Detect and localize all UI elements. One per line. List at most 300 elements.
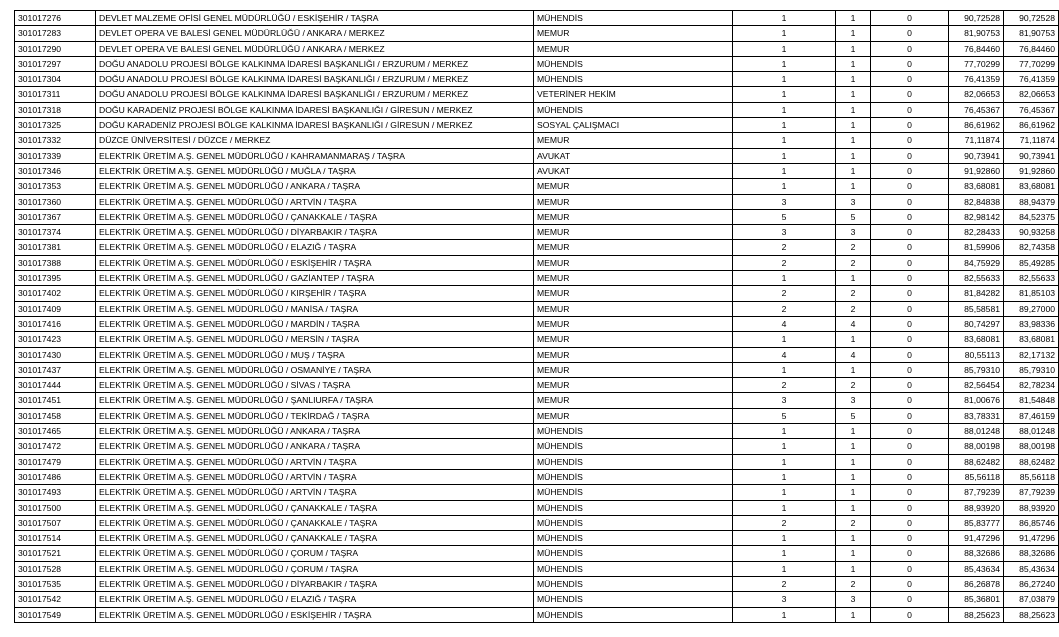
min-score-cell: 90,73941 (949, 148, 1004, 163)
max-score-cell: 83,68081 (1004, 332, 1059, 347)
min-score-cell: 86,61962 (949, 118, 1004, 133)
vacant-cell: 0 (871, 592, 949, 607)
table-row (15, 56, 1059, 71)
institution-cell: ELEKTRİK ÜRETİM A.Ş. GENEL MÜDÜRLÜĞÜ / ÇANAKKALE / TAŞRA (96, 209, 534, 224)
position-code-cell: 301017388 (15, 255, 96, 270)
institution-cell: ELEKTRİK ÜRETİM A.Ş. GENEL MÜDÜRLÜĞÜ / ELAZIĞ / TAŞRA (96, 592, 534, 607)
min-score-cell: 76,41359 (949, 72, 1004, 87)
institution-cell: ELEKTRİK ÜRETİM A.Ş. GENEL MÜDÜRLÜĞÜ / MERSİN / TAŞRA (96, 332, 534, 347)
table-row (15, 148, 1059, 163)
table-row (15, 531, 1059, 546)
position-code-cell: 301017353 (15, 179, 96, 194)
title-cell: MEMUR (534, 41, 733, 56)
title-cell: MÜHENDİS (534, 592, 733, 607)
quota-cell: 1 (733, 500, 836, 515)
title-cell: MEMUR (534, 26, 733, 41)
title-cell: MEMUR (534, 332, 733, 347)
position-code-cell: 301017381 (15, 240, 96, 255)
position-code-cell: 301017409 (15, 301, 96, 316)
title-cell: MÜHENDİS (534, 102, 733, 117)
position-code-cell: 301017514 (15, 531, 96, 546)
min-score-cell: 76,84460 (949, 41, 1004, 56)
max-score-cell: 88,25623 (1004, 607, 1059, 622)
position-code-cell: 301017297 (15, 56, 96, 71)
vacant-cell: 0 (871, 378, 949, 393)
min-score-cell: 77,70299 (949, 56, 1004, 71)
institution-cell: ELEKTRİK ÜRETİM A.Ş. GENEL MÜDÜRLÜĞÜ / ANKARA / TAŞRA (96, 439, 534, 454)
max-score-cell: 88,00198 (1004, 439, 1059, 454)
institution-cell: ELEKTRİK ÜRETİM A.Ş. GENEL MÜDÜRLÜĞÜ / SİVAS / TAŞRA (96, 378, 534, 393)
vacant-cell: 0 (871, 209, 949, 224)
vacant-cell: 0 (871, 118, 949, 133)
institution-cell: ELEKTRİK ÜRETİM A.Ş. GENEL MÜDÜRLÜĞÜ / ARTVİN / TAŞRA (96, 454, 534, 469)
vacant-cell: 0 (871, 179, 949, 194)
title-cell: MÜHENDİS (534, 561, 733, 576)
position-code-cell: 301017493 (15, 485, 96, 500)
institution-cell: ELEKTRİK ÜRETİM A.Ş. GENEL MÜDÜRLÜĞÜ / ÇANAKKALE / TAŞRA (96, 500, 534, 515)
position-code-cell: 301017360 (15, 194, 96, 209)
position-code-cell: 301017542 (15, 592, 96, 607)
max-score-cell: 87,03879 (1004, 592, 1059, 607)
position-code-cell: 301017535 (15, 576, 96, 591)
max-score-cell: 71,11874 (1004, 133, 1059, 148)
position-code-cell: 301017528 (15, 561, 96, 576)
placed-cell: 1 (836, 72, 871, 87)
title-cell: MÜHENDİS (534, 72, 733, 87)
table-row (15, 408, 1059, 423)
min-score-cell: 80,55113 (949, 347, 1004, 362)
position-code-cell: 301017472 (15, 439, 96, 454)
institution-cell: ELEKTRİK ÜRETİM A.Ş. GENEL MÜDÜRLÜĞÜ / ARTVİN / TAŞRA (96, 485, 534, 500)
institution-cell: ELEKTRİK ÜRETİM A.Ş. GENEL MÜDÜRLÜĞÜ / ESKİŞEHİR / TAŞRA (96, 607, 534, 622)
institution-cell: ELEKTRİK ÜRETİM A.Ş. GENEL MÜDÜRLÜĞÜ / ÇANAKKALE / TAŞRA (96, 515, 534, 530)
position-code-cell: 301017486 (15, 469, 96, 484)
max-score-cell: 76,45367 (1004, 102, 1059, 117)
table-row (15, 11, 1059, 26)
title-cell: MEMUR (534, 209, 733, 224)
min-score-cell: 85,36801 (949, 592, 1004, 607)
institution-cell: DEVLET MALZEME OFİSİ GENEL MÜDÜRLÜĞÜ / ESKİŞEHİR / TAŞRA (96, 11, 534, 26)
institution-cell: ELEKTRİK ÜRETİM A.Ş. GENEL MÜDÜRLÜĞÜ / DİYARBAKIR / TAŞRA (96, 225, 534, 240)
institution-cell: ELEKTRİK ÜRETİM A.Ş. GENEL MÜDÜRLÜĞÜ / ÇORUM / TAŞRA (96, 561, 534, 576)
placed-cell: 3 (836, 592, 871, 607)
min-score-cell: 85,56118 (949, 469, 1004, 484)
table-row (15, 347, 1059, 362)
quota-cell: 1 (733, 11, 836, 26)
max-score-cell: 85,56118 (1004, 469, 1059, 484)
max-score-cell: 87,79239 (1004, 485, 1059, 500)
max-score-cell: 88,62482 (1004, 454, 1059, 469)
vacant-cell: 0 (871, 515, 949, 530)
min-score-cell: 82,06653 (949, 87, 1004, 102)
vacant-cell: 0 (871, 362, 949, 377)
title-cell: MÜHENDİS (534, 546, 733, 561)
vacant-cell: 0 (871, 255, 949, 270)
vacant-cell: 0 (871, 271, 949, 286)
min-score-cell: 83,78331 (949, 408, 1004, 423)
institution-cell: ELEKTRİK ÜRETİM A.Ş. GENEL MÜDÜRLÜĞÜ / ARTVİN / TAŞRA (96, 469, 534, 484)
title-cell: MÜHENDİS (534, 439, 733, 454)
quota-cell: 1 (733, 102, 836, 117)
max-score-cell: 81,90753 (1004, 26, 1059, 41)
max-score-cell: 86,27240 (1004, 576, 1059, 591)
vacant-cell: 0 (871, 102, 949, 117)
institution-cell: DOĞU KARADENİZ PROJESİ BÖLGE KALKINMA İDARESİ BAŞKANLIĞI / GİRESUN / MERKEZ (96, 118, 534, 133)
institution-cell: ELEKTRİK ÜRETİM A.Ş. GENEL MÜDÜRLÜĞÜ / DİYARBAKIR / TAŞRA (96, 576, 534, 591)
position-code-cell: 301017451 (15, 393, 96, 408)
title-cell: MEMUR (534, 194, 733, 209)
placed-cell: 1 (836, 11, 871, 26)
max-score-cell: 90,93258 (1004, 225, 1059, 240)
max-score-cell: 76,41359 (1004, 72, 1059, 87)
placed-cell: 1 (836, 439, 871, 454)
quota-cell: 1 (733, 179, 836, 194)
min-score-cell: 83,68081 (949, 332, 1004, 347)
table-row (15, 546, 1059, 561)
max-score-cell: 91,47296 (1004, 531, 1059, 546)
max-score-cell: 82,78234 (1004, 378, 1059, 393)
quota-cell: 2 (733, 255, 836, 270)
max-score-cell: 81,54848 (1004, 393, 1059, 408)
min-score-cell: 90,72528 (949, 11, 1004, 26)
placed-cell: 1 (836, 561, 871, 576)
title-cell: VETERİNER HEKİM (534, 87, 733, 102)
min-score-cell: 82,56454 (949, 378, 1004, 393)
position-code-cell: 301017521 (15, 546, 96, 561)
min-score-cell: 88,00198 (949, 439, 1004, 454)
max-score-cell: 88,01248 (1004, 424, 1059, 439)
position-code-cell: 301017479 (15, 454, 96, 469)
vacant-cell: 0 (871, 41, 949, 56)
institution-cell: ELEKTRİK ÜRETİM A.Ş. GENEL MÜDÜRLÜĞÜ / ARTVİN / TAŞRA (96, 194, 534, 209)
min-score-cell: 85,43634 (949, 561, 1004, 576)
quota-cell: 1 (733, 531, 836, 546)
institution-cell: ELEKTRİK ÜRETİM A.Ş. GENEL MÜDÜRLÜĞÜ / MUĞLA / TAŞRA (96, 163, 534, 178)
institution-cell: ELEKTRİK ÜRETİM A.Ş. GENEL MÜDÜRLÜĞÜ / GAZİANTEP / TAŞRA (96, 271, 534, 286)
placed-cell: 1 (836, 546, 871, 561)
vacant-cell: 0 (871, 316, 949, 331)
institution-cell: ELEKTRİK ÜRETİM A.Ş. GENEL MÜDÜRLÜĞÜ / ÇANAKKALE / TAŞRA (96, 531, 534, 546)
vacant-cell: 0 (871, 531, 949, 546)
institution-cell: ELEKTRİK ÜRETİM A.Ş. GENEL MÜDÜRLÜĞÜ / MUŞ / TAŞRA (96, 347, 534, 362)
max-score-cell: 76,84460 (1004, 41, 1059, 56)
table-row (15, 240, 1059, 255)
title-cell: MÜHENDİS (534, 424, 733, 439)
table-row (15, 118, 1059, 133)
placed-cell: 1 (836, 362, 871, 377)
vacant-cell: 0 (871, 87, 949, 102)
position-code-cell: 301017465 (15, 424, 96, 439)
vacant-cell: 0 (871, 439, 949, 454)
institution-cell: ELEKTRİK ÜRETİM A.Ş. GENEL MÜDÜRLÜĞÜ / MARDİN / TAŞRA (96, 316, 534, 331)
max-score-cell: 82,06653 (1004, 87, 1059, 102)
placement-results-table (14, 10, 1059, 623)
vacant-cell: 0 (871, 424, 949, 439)
table-row (15, 316, 1059, 331)
min-score-cell: 81,59906 (949, 240, 1004, 255)
table-row (15, 255, 1059, 270)
table-row (15, 332, 1059, 347)
vacant-cell: 0 (871, 163, 949, 178)
title-cell: MEMUR (534, 286, 733, 301)
max-score-cell: 88,32686 (1004, 546, 1059, 561)
min-score-cell: 80,74297 (949, 316, 1004, 331)
table-row (15, 500, 1059, 515)
quota-cell: 3 (733, 225, 836, 240)
vacant-cell: 0 (871, 133, 949, 148)
position-code-cell: 301017318 (15, 102, 96, 117)
quota-cell: 2 (733, 576, 836, 591)
max-score-cell: 81,85103 (1004, 286, 1059, 301)
vacant-cell: 0 (871, 194, 949, 209)
min-score-cell: 83,68081 (949, 179, 1004, 194)
title-cell: MÜHENDİS (534, 607, 733, 622)
min-score-cell: 88,01248 (949, 424, 1004, 439)
table-row (15, 225, 1059, 240)
vacant-cell: 0 (871, 500, 949, 515)
min-score-cell: 85,58581 (949, 301, 1004, 316)
max-score-cell: 90,73941 (1004, 148, 1059, 163)
max-score-cell: 91,92860 (1004, 163, 1059, 178)
institution-cell: ELEKTRİK ÜRETİM A.Ş. GENEL MÜDÜRLÜĞÜ / KAHRAMANMARAŞ / TAŞRA (96, 148, 534, 163)
position-code-cell: 301017346 (15, 163, 96, 178)
placed-cell: 3 (836, 194, 871, 209)
placed-cell: 1 (836, 26, 871, 41)
title-cell: MÜHENDİS (534, 56, 733, 71)
title-cell: MEMUR (534, 271, 733, 286)
quota-cell: 2 (733, 240, 836, 255)
quota-cell: 1 (733, 439, 836, 454)
max-score-cell: 90,72528 (1004, 11, 1059, 26)
table-row (15, 179, 1059, 194)
institution-cell: ELEKTRİK ÜRETİM A.Ş. GENEL MÜDÜRLÜĞÜ / TEKİRDAĞ / TAŞRA (96, 408, 534, 423)
position-code-cell: 301017276 (15, 11, 96, 26)
quota-cell: 1 (733, 607, 836, 622)
quota-cell: 4 (733, 347, 836, 362)
institution-cell: DOĞU ANADOLU PROJESİ BÖLGE KALKINMA İDARESİ BAŞKANLIĞI / ERZURUM / MERKEZ (96, 56, 534, 71)
placed-cell: 3 (836, 225, 871, 240)
quota-cell: 5 (733, 408, 836, 423)
min-score-cell: 81,90753 (949, 26, 1004, 41)
title-cell: MÜHENDİS (534, 469, 733, 484)
vacant-cell: 0 (871, 301, 949, 316)
title-cell: MÜHENDİS (534, 531, 733, 546)
quota-cell: 4 (733, 316, 836, 331)
placed-cell: 1 (836, 469, 871, 484)
quota-cell: 1 (733, 163, 836, 178)
vacant-cell: 0 (871, 576, 949, 591)
vacant-cell: 0 (871, 347, 949, 362)
min-score-cell: 88,25623 (949, 607, 1004, 622)
title-cell: MEMUR (534, 408, 733, 423)
title-cell: MÜHENDİS (534, 500, 733, 515)
institution-cell: DOĞU KARADENİZ PROJESİ BÖLGE KALKINMA İDARESİ BAŞKANLIĞI / GİRESUN / MERKEZ (96, 102, 534, 117)
min-score-cell: 82,98142 (949, 209, 1004, 224)
max-score-cell: 85,43634 (1004, 561, 1059, 576)
max-score-cell: 89,27000 (1004, 301, 1059, 316)
min-score-cell: 87,79239 (949, 485, 1004, 500)
quota-cell: 1 (733, 72, 836, 87)
position-code-cell: 301017458 (15, 408, 96, 423)
title-cell: MEMUR (534, 225, 733, 240)
placed-cell: 1 (836, 271, 871, 286)
position-code-cell: 301017374 (15, 225, 96, 240)
quota-cell: 1 (733, 56, 836, 71)
vacant-cell: 0 (871, 485, 949, 500)
placed-cell: 1 (836, 531, 871, 546)
title-cell: MEMUR (534, 378, 733, 393)
quota-cell: 1 (733, 26, 836, 41)
table-row (15, 26, 1059, 41)
min-score-cell: 71,11874 (949, 133, 1004, 148)
title-cell: SOSYAL ÇALIŞMACI (534, 118, 733, 133)
max-score-cell: 86,85746 (1004, 515, 1059, 530)
position-code-cell: 301017325 (15, 118, 96, 133)
title-cell: MÜHENDİS (534, 454, 733, 469)
institution-cell: DEVLET OPERA VE BALESİ GENEL MÜDÜRLÜĞÜ / ANKARA / MERKEZ (96, 41, 534, 56)
table-row (15, 561, 1059, 576)
placed-cell: 1 (836, 500, 871, 515)
max-score-cell: 77,70299 (1004, 56, 1059, 71)
placed-cell: 1 (836, 148, 871, 163)
table-row (15, 301, 1059, 316)
table-row (15, 209, 1059, 224)
institution-cell: ELEKTRİK ÜRETİM A.Ş. GENEL MÜDÜRLÜĞÜ / ELAZIĞ / TAŞRA (96, 240, 534, 255)
position-code-cell: 301017416 (15, 316, 96, 331)
table-row (15, 469, 1059, 484)
placed-cell: 1 (836, 87, 871, 102)
table-row (15, 286, 1059, 301)
table-row (15, 607, 1059, 622)
vacant-cell: 0 (871, 225, 949, 240)
title-cell: MEMUR (534, 255, 733, 270)
title-cell: AVUKAT (534, 163, 733, 178)
title-cell: MEMUR (534, 240, 733, 255)
position-code-cell: 301017430 (15, 347, 96, 362)
table-row (15, 133, 1059, 148)
table-row (15, 194, 1059, 209)
quota-cell: 1 (733, 271, 836, 286)
institution-cell: ELEKTRİK ÜRETİM A.Ş. GENEL MÜDÜRLÜĞÜ / KIRŞEHİR / TAŞRA (96, 286, 534, 301)
table-row (15, 424, 1059, 439)
quota-cell: 1 (733, 118, 836, 133)
min-score-cell: 91,92860 (949, 163, 1004, 178)
position-code-cell: 301017290 (15, 41, 96, 56)
min-score-cell: 88,62482 (949, 454, 1004, 469)
min-score-cell: 88,32686 (949, 546, 1004, 561)
table-row (15, 439, 1059, 454)
placed-cell: 2 (836, 286, 871, 301)
title-cell: MEMUR (534, 179, 733, 194)
placed-cell: 1 (836, 485, 871, 500)
min-score-cell: 86,26878 (949, 576, 1004, 591)
table-row (15, 102, 1059, 117)
institution-cell: DOĞU ANADOLU PROJESİ BÖLGE KALKINMA İDARESİ BAŞKANLIĞI / ERZURUM / MERKEZ (96, 72, 534, 87)
table-row (15, 163, 1059, 178)
placed-cell: 2 (836, 240, 871, 255)
placed-cell: 1 (836, 118, 871, 133)
table-row (15, 576, 1059, 591)
table-row (15, 87, 1059, 102)
table-row (15, 515, 1059, 530)
vacant-cell: 0 (871, 607, 949, 622)
placed-cell: 1 (836, 454, 871, 469)
title-cell: MEMUR (534, 393, 733, 408)
placed-cell: 5 (836, 209, 871, 224)
position-code-cell: 301017304 (15, 72, 96, 87)
institution-cell: DÜZCE ÜNİVERSİTESİ / DÜZCE / MERKEZ (96, 133, 534, 148)
table-row (15, 485, 1059, 500)
position-code-cell: 301017339 (15, 148, 96, 163)
institution-cell: DOĞU ANADOLU PROJESİ BÖLGE KALKINMA İDARESİ BAŞKANLIĞI / ERZURUM / MERKEZ (96, 87, 534, 102)
position-code-cell: 301017402 (15, 286, 96, 301)
quota-cell: 1 (733, 148, 836, 163)
position-code-cell: 301017423 (15, 332, 96, 347)
title-cell: MEMUR (534, 347, 733, 362)
quota-cell: 1 (733, 332, 836, 347)
placed-cell: 1 (836, 179, 871, 194)
vacant-cell: 0 (871, 72, 949, 87)
max-score-cell: 82,74358 (1004, 240, 1059, 255)
min-score-cell: 82,84838 (949, 194, 1004, 209)
quota-cell: 1 (733, 87, 836, 102)
position-code-cell: 301017395 (15, 271, 96, 286)
quota-cell: 1 (733, 133, 836, 148)
max-score-cell: 88,93920 (1004, 500, 1059, 515)
quota-cell: 1 (733, 546, 836, 561)
vacant-cell: 0 (871, 408, 949, 423)
vacant-cell: 0 (871, 26, 949, 41)
position-code-cell: 301017367 (15, 209, 96, 224)
quota-cell: 2 (733, 286, 836, 301)
max-score-cell: 82,17132 (1004, 347, 1059, 362)
title-cell: MÜHENDİS (534, 515, 733, 530)
max-score-cell: 82,55633 (1004, 271, 1059, 286)
placed-cell: 1 (836, 102, 871, 117)
max-score-cell: 83,98336 (1004, 316, 1059, 331)
max-score-cell: 85,79310 (1004, 362, 1059, 377)
min-score-cell: 76,45367 (949, 102, 1004, 117)
position-code-cell: 301017444 (15, 378, 96, 393)
institution-cell: ELEKTRİK ÜRETİM A.Ş. GENEL MÜDÜRLÜĞÜ / MANİSA / TAŞRA (96, 301, 534, 316)
vacant-cell: 0 (871, 148, 949, 163)
table-row (15, 271, 1059, 286)
quota-cell: 5 (733, 209, 836, 224)
quota-cell: 1 (733, 424, 836, 439)
vacant-cell: 0 (871, 11, 949, 26)
table-row (15, 393, 1059, 408)
position-code-cell: 301017437 (15, 362, 96, 377)
table-body (15, 11, 1059, 623)
position-code-cell: 301017549 (15, 607, 96, 622)
max-score-cell: 84,52375 (1004, 209, 1059, 224)
table-row (15, 592, 1059, 607)
vacant-cell: 0 (871, 332, 949, 347)
title-cell: MÜHENDİS (534, 11, 733, 26)
table-row (15, 378, 1059, 393)
placed-cell: 1 (836, 56, 871, 71)
min-score-cell: 81,00676 (949, 393, 1004, 408)
position-code-cell: 301017332 (15, 133, 96, 148)
vacant-cell: 0 (871, 469, 949, 484)
max-score-cell: 85,49285 (1004, 255, 1059, 270)
placed-cell: 1 (836, 41, 871, 56)
institution-cell: ELEKTRİK ÜRETİM A.Ş. GENEL MÜDÜRLÜĞÜ / ŞANLIURFA / TAŞRA (96, 393, 534, 408)
placed-cell: 2 (836, 378, 871, 393)
placed-cell: 2 (836, 301, 871, 316)
quota-cell: 1 (733, 362, 836, 377)
max-score-cell: 86,61962 (1004, 118, 1059, 133)
